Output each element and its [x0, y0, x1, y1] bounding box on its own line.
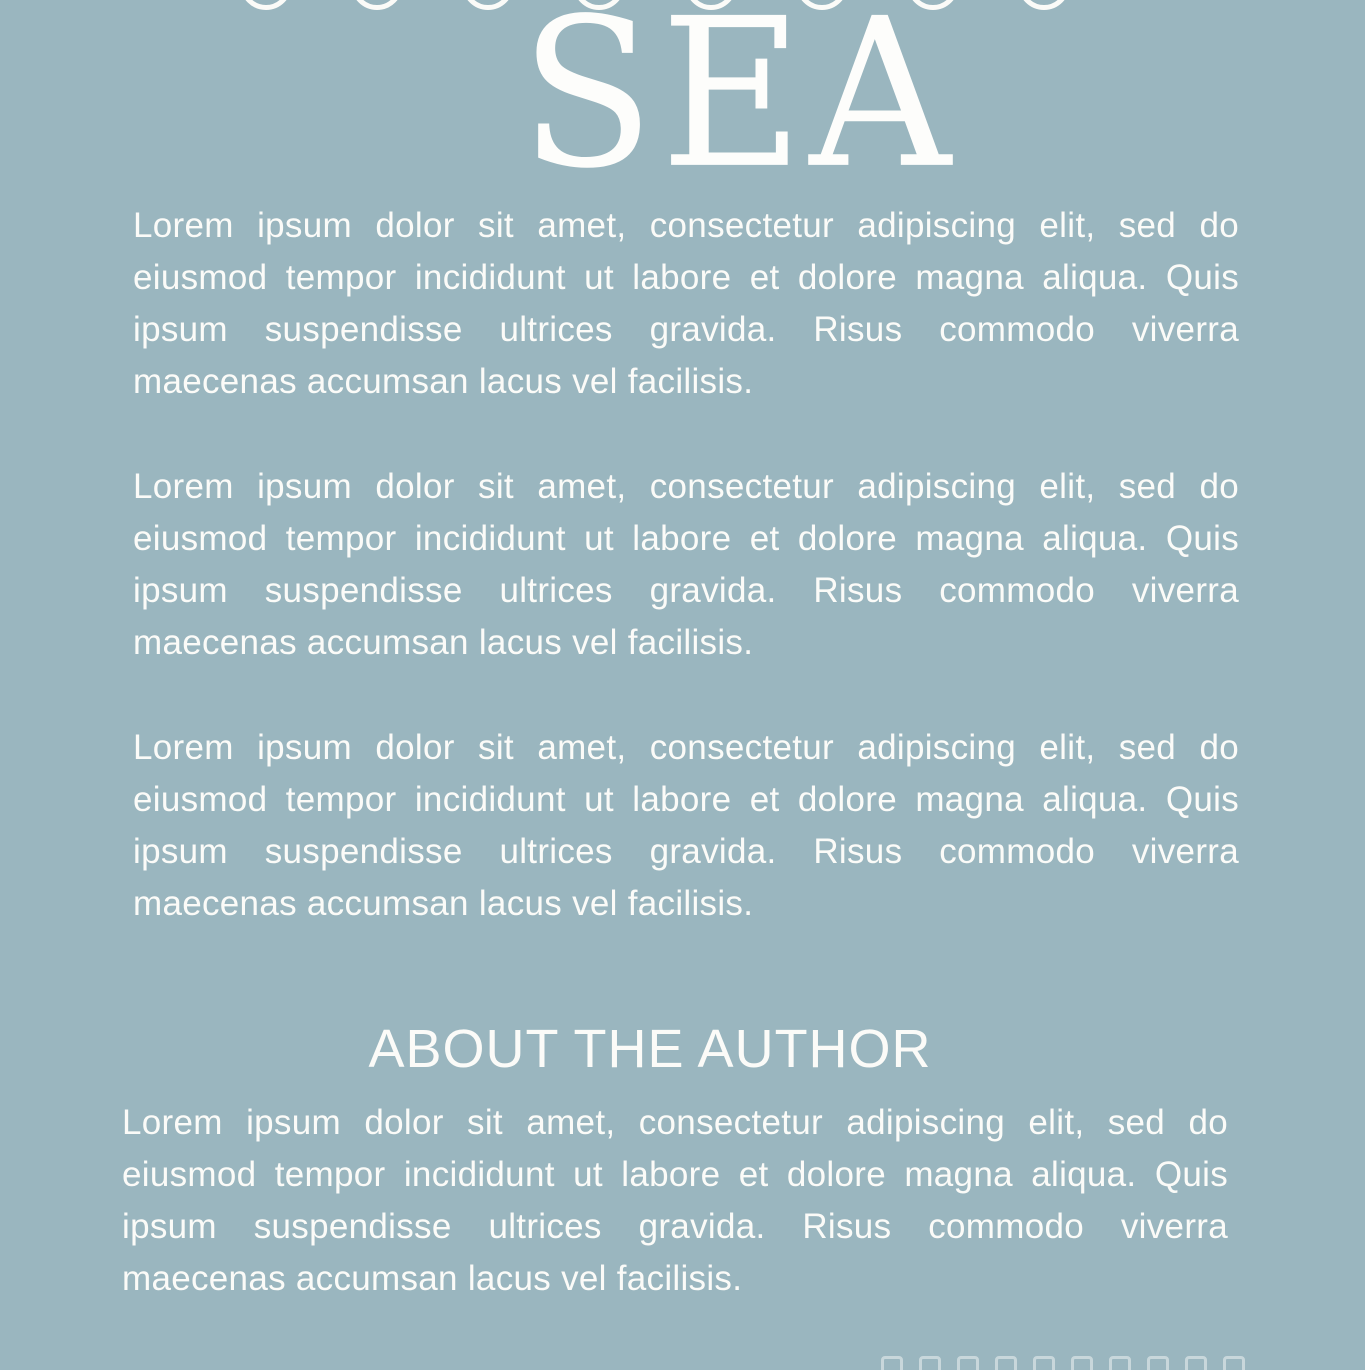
clipped-glyph: [351, 0, 403, 10]
clipped-glyph: [995, 1356, 1017, 1370]
about-author-heading: ABOUT THE AUTHOR: [368, 1019, 932, 1079]
clipped-glyph: [1147, 1356, 1169, 1370]
clipped-glyph: [1033, 1356, 1055, 1370]
clipped-glyph: [240, 0, 292, 10]
book-title: SEA: [520, 0, 957, 215]
body-paragraph: Lorem ipsum dolor sit amet, consectetur adipiscing elit, sed do eiusmod tempor incididunt ut labore et dolore magna aliqua. Quis ipsum suspendisse ultrices gravida. Risus commodo viverra maecenas accumsan lacus vel facilisis.: [133, 467, 1239, 662]
clipped-glyph: [881, 1356, 903, 1370]
clipped-glyph: [1018, 0, 1070, 10]
clipped-glyph: [462, 0, 514, 10]
body-paragraph: Lorem ipsum dolor sit amet, consectetur adipiscing elit, sed do eiusmod tempor incididunt ut labore et dolore magna aliqua. Quis ipsum suspendisse ultrices gravida. Risus commodo viverra maecenas accumsan lacus vel facilisis.: [133, 206, 1239, 401]
clipped-glyph: [1109, 1356, 1131, 1370]
clipped-glyph: [1223, 1356, 1245, 1370]
author-bio-paragraph: Lorem ipsum dolor sit amet, consectetur adipiscing elit, sed do eiusmod tempor incididunt ut labore et dolore magna aliqua. Quis ipsum suspendisse ultrices gravida. Risus commodo viverra maecenas accumsan lacus vel facilisis.: [122, 1103, 1228, 1298]
clipped-glyph: [957, 1356, 979, 1370]
clipped-glyph: [1071, 1356, 1093, 1370]
clipped-glyph: [1185, 1356, 1207, 1370]
clipped-footer-text: [845, 1356, 1245, 1370]
body-paragraph: Lorem ipsum dolor sit amet, consectetur adipiscing elit, sed do eiusmod tempor incididunt ut labore et dolore magna aliqua. Quis ipsum suspendisse ultrices gravida. Risus commodo viverra maecenas accumsan lacus vel facilisis.: [133, 728, 1239, 923]
clipped-glyph: [919, 1356, 941, 1370]
